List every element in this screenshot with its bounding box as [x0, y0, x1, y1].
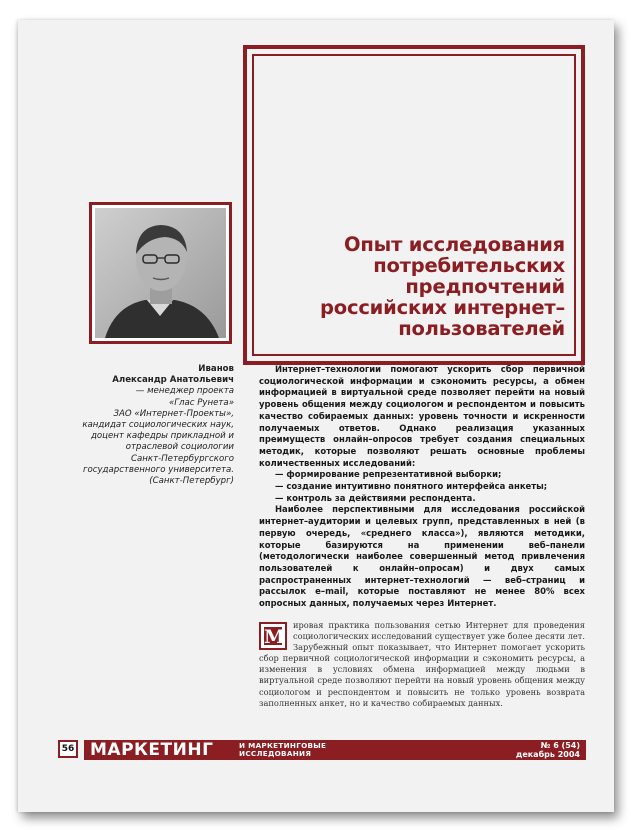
- lead-paragraph: Интернет–технологии помогают ускорить сбор первичной социологической информации и сэкономить ресурсы, а обмен информацией в виртуальной среде позволяет перейти на новый уровень общения между социологом и респондентом и повысить качество собираемых данных: уровень точности и искренности получаемых ответов. Однако реализация указанных преимуществ онлайн–опросов требует создания специальных методик, которые позволяют решать основные проблемы количественных исследований:: [259, 364, 585, 468]
- title-line: российских интернет–: [320, 296, 565, 319]
- author-given-names: Александр Анатольевич: [112, 375, 234, 386]
- title-line: Опыт исследования: [344, 233, 565, 256]
- page-footer: [58, 739, 586, 761]
- author-photo: [95, 208, 226, 338]
- body-paragraph: [259, 620, 585, 709]
- author-role-line: — менеджер проекта: [135, 386, 234, 397]
- magazine-page: [18, 20, 614, 812]
- drop-cap: [259, 622, 287, 650]
- brand-sub-line: ИССЛЕДОВАНИЯ: [239, 749, 312, 758]
- author-block: [58, 364, 234, 487]
- body-text: ировая практика пользования сетью Интернет для проведения социологических исследований существует уже более десяти лет. Зарубежный опыт показывает, что Интернет помогает ускорить сбор первичной социологической информации и сэкономить ресурсы, а изменения в условиях обмена информацией между людьми в виртуальной среде позволяют перейти на новый уровень общения между социологом и респондентом и повысить не только уровень возврата заполненных анкет, но и качество собираемых данных.: [259, 620, 585, 708]
- author-role-line: государственного университета.: [82, 464, 234, 475]
- magazine-brand: МАРКЕТИНГ: [90, 740, 214, 760]
- author-role-line: доцент кафедры прикладной и: [90, 431, 234, 442]
- page-number: 56: [58, 740, 78, 758]
- title-line: пользователей: [398, 317, 565, 340]
- lead-paragraph: Наиболее перспективными для исследования российской интернет–аудитории и целевых групп, представленных в ней (в первую очередь, «среднего класса»), являются методики, которые базируются на применении веб–панели (методологически наиболее совершенный метод привлечения пользователей к онлайн–опросам) и двух самых распространенных интернет–технологий — веб–страниц и рассылок e–mail, которые поставляют не менее 80% всех опросных данных, получаемых через Интернет.: [259, 504, 585, 609]
- title-line: предпочтений: [405, 275, 565, 298]
- title-frame: [243, 45, 585, 365]
- footer-bar: [84, 740, 586, 760]
- drop-cap-letter: М: [264, 626, 286, 648]
- author-role-line: отраслевой социологии: [125, 442, 234, 453]
- article-title: [265, 234, 565, 339]
- lead-list-item: — формирование репрезентативной выборки;: [275, 469, 502, 480]
- lead-list-item: — контроль за действиями респондента.: [275, 492, 476, 503]
- author-role-line: Санкт-Петербургского: [131, 453, 234, 464]
- title-line: потребительских: [373, 254, 565, 277]
- brand-sub-line: И МАРКЕТИНГОВЫЕ: [239, 741, 327, 750]
- author-photo-frame: [89, 202, 232, 344]
- author-role-line: ЗАО «Интернет-Проекты»,: [113, 408, 234, 419]
- issue-info: [516, 741, 580, 759]
- issue-number: № 6 (54): [540, 741, 580, 750]
- author-role-line: кандидат социологических наук,: [82, 420, 234, 431]
- magazine-brand-sub: [239, 742, 326, 758]
- issue-date: декабрь 2004: [515, 750, 580, 759]
- author-surname: Иванов: [198, 364, 234, 374]
- author-role-line: «Глас Рунета»: [168, 397, 234, 408]
- author-role-line: (Санкт-Петербург): [149, 476, 234, 487]
- lead-list-item: — создание интуитивно понятного интерфейса анкеты;: [275, 481, 548, 492]
- lead-paragraphs: [259, 364, 585, 610]
